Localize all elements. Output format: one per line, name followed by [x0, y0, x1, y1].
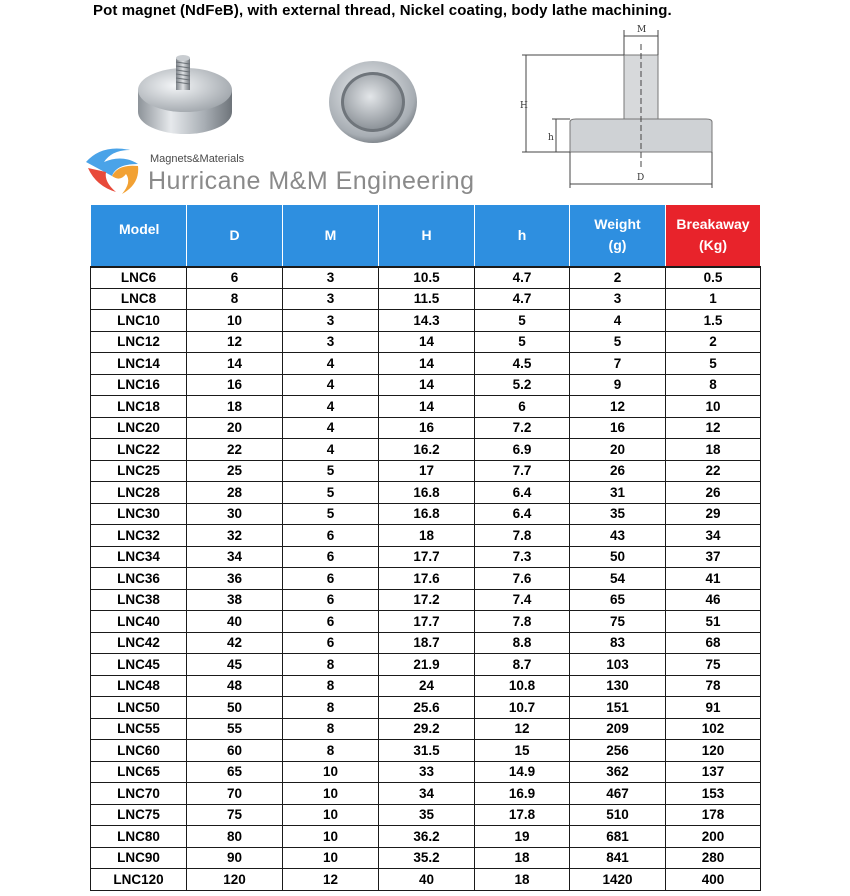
cell-breakaway: 91: [666, 697, 761, 719]
cell-m: 8: [283, 697, 379, 719]
cell-small-h: 7.6: [475, 568, 570, 590]
cell-small-h: 7.8: [475, 611, 570, 633]
cell-model: LNC22: [91, 439, 187, 461]
cell-d: 14: [187, 353, 283, 375]
cell-big-h: 17.7: [379, 611, 475, 633]
table-row: [91, 568, 761, 590]
cell-breakaway: 10: [666, 396, 761, 418]
cell-breakaway: 78: [666, 675, 761, 697]
cell-breakaway: 137: [666, 761, 761, 783]
cell-breakaway: 51: [666, 611, 761, 633]
cell-small-h: 7.8: [475, 525, 570, 547]
table-row: [91, 761, 761, 783]
cell-m: 6: [283, 611, 379, 633]
cell-breakaway: 280: [666, 847, 761, 869]
cell-small-h: 6: [475, 396, 570, 418]
header-breakaway-line1: Breakaway: [676, 216, 750, 233]
cell-model: LNC28: [91, 482, 187, 504]
cell-weight: 1420: [570, 869, 666, 891]
cell-small-h: 7.3: [475, 546, 570, 568]
table-row: [91, 267, 761, 289]
cell-m: 3: [283, 288, 379, 310]
cell-m: 6: [283, 525, 379, 547]
cell-small-h: 17.8: [475, 804, 570, 826]
cell-big-h: 31.5: [379, 740, 475, 762]
cell-big-h: 16.8: [379, 503, 475, 525]
cell-model: LNC30: [91, 503, 187, 525]
cell-small-h: 5: [475, 310, 570, 332]
cell-weight: 467: [570, 783, 666, 805]
table-row: [91, 718, 761, 740]
cell-big-h: 36.2: [379, 826, 475, 848]
cell-weight: 20: [570, 439, 666, 461]
cell-breakaway: 400: [666, 869, 761, 891]
cell-weight: 209: [570, 718, 666, 740]
cell-d: 25: [187, 460, 283, 482]
cell-breakaway: 5: [666, 353, 761, 375]
cell-weight: 362: [570, 761, 666, 783]
cell-model: LNC18: [91, 396, 187, 418]
cell-weight: 130: [570, 675, 666, 697]
cell-small-h: 4.5: [475, 353, 570, 375]
cell-m: 5: [283, 482, 379, 504]
cell-model: LNC34: [91, 546, 187, 568]
cell-small-h: 5: [475, 331, 570, 353]
cell-small-h: 10.7: [475, 697, 570, 719]
cell-small-h: 14.9: [475, 761, 570, 783]
cell-big-h: 14.3: [379, 310, 475, 332]
cell-d: 32: [187, 525, 283, 547]
cell-breakaway: 22: [666, 460, 761, 482]
cell-m: 10: [283, 826, 379, 848]
cell-weight: 75: [570, 611, 666, 633]
cell-big-h: 10.5: [379, 267, 475, 289]
cell-breakaway: 12: [666, 417, 761, 439]
cell-model: LNC16: [91, 374, 187, 396]
header-weight: [570, 205, 666, 267]
product-photo-front: [130, 50, 240, 142]
cell-weight: 83: [570, 632, 666, 654]
cell-weight: 65: [570, 589, 666, 611]
header-breakaway: [666, 205, 761, 267]
cell-d: 16: [187, 374, 283, 396]
cell-d: 22: [187, 439, 283, 461]
cell-breakaway: 178: [666, 804, 761, 826]
cell-m: 8: [283, 718, 379, 740]
diagram-label-big-h: H: [520, 101, 528, 111]
cell-big-h: 17: [379, 460, 475, 482]
cell-big-h: 24: [379, 675, 475, 697]
cell-model: LNC120: [91, 869, 187, 891]
cell-d: 12: [187, 331, 283, 353]
table-row: [91, 353, 761, 375]
table-row: [91, 611, 761, 633]
table-row: [91, 331, 761, 353]
cell-weight: 5: [570, 331, 666, 353]
cell-d: 6: [187, 267, 283, 289]
cell-d: 28: [187, 482, 283, 504]
cell-weight: 35: [570, 503, 666, 525]
cell-weight: 4: [570, 310, 666, 332]
cell-d: 48: [187, 675, 283, 697]
cell-big-h: 17.7: [379, 546, 475, 568]
cell-breakaway: 68: [666, 632, 761, 654]
cell-d: 20: [187, 417, 283, 439]
table-row: [91, 503, 761, 525]
cell-small-h: 18: [475, 869, 570, 891]
cell-d: 80: [187, 826, 283, 848]
cell-m: 10: [283, 761, 379, 783]
cell-small-h: 16.9: [475, 783, 570, 805]
header-d: D: [187, 205, 283, 267]
cell-m: 4: [283, 353, 379, 375]
cell-d: 42: [187, 632, 283, 654]
cell-small-h: 7.2: [475, 417, 570, 439]
cell-small-h: 8.8: [475, 632, 570, 654]
cell-d: 34: [187, 546, 283, 568]
cell-d: 8: [187, 288, 283, 310]
cell-weight: 12: [570, 396, 666, 418]
cell-model: LNC60: [91, 740, 187, 762]
dimension-diagram: [520, 22, 720, 192]
cell-big-h: 17.6: [379, 568, 475, 590]
cell-model: LNC48: [91, 675, 187, 697]
cell-small-h: 8.7: [475, 654, 570, 676]
cell-breakaway: 34: [666, 525, 761, 547]
cell-model: LNC6: [91, 267, 187, 289]
cell-model: LNC55: [91, 718, 187, 740]
cell-model: LNC8: [91, 288, 187, 310]
cell-big-h: 17.2: [379, 589, 475, 611]
cell-model: LNC20: [91, 417, 187, 439]
header-weight-line2: (g): [608, 237, 627, 254]
cell-m: 8: [283, 740, 379, 762]
header-model: Model: [91, 205, 187, 267]
cell-model: LNC45: [91, 654, 187, 676]
product-photo-back: [325, 58, 421, 150]
cell-d: 70: [187, 783, 283, 805]
table-row: [91, 847, 761, 869]
cell-weight: 151: [570, 697, 666, 719]
cell-weight: 3: [570, 288, 666, 310]
cell-small-h: 7.4: [475, 589, 570, 611]
diagram-label-d: D: [637, 173, 645, 183]
cell-m: 3: [283, 331, 379, 353]
cell-big-h: 16: [379, 417, 475, 439]
cell-m: 6: [283, 546, 379, 568]
cell-model: LNC70: [91, 783, 187, 805]
cell-breakaway: 1.5: [666, 310, 761, 332]
cell-small-h: 19: [475, 826, 570, 848]
cell-d: 75: [187, 804, 283, 826]
cell-m: 3: [283, 267, 379, 289]
cell-model: LNC32: [91, 525, 187, 547]
cell-model: LNC50: [91, 697, 187, 719]
cell-weight: 7: [570, 353, 666, 375]
cell-model: LNC90: [91, 847, 187, 869]
table-row: [91, 546, 761, 568]
cell-small-h: 5.2: [475, 374, 570, 396]
table-row: [91, 804, 761, 826]
cell-d: 10: [187, 310, 283, 332]
cell-small-h: 6.4: [475, 503, 570, 525]
cell-breakaway: 0.5: [666, 267, 761, 289]
cell-d: 40: [187, 611, 283, 633]
cell-big-h: 16.8: [379, 482, 475, 504]
cell-model: LNC38: [91, 589, 187, 611]
table-row: [91, 396, 761, 418]
table-row: [91, 869, 761, 891]
cell-d: 60: [187, 740, 283, 762]
table-row: [91, 589, 761, 611]
cell-big-h: 33: [379, 761, 475, 783]
cell-weight: 2: [570, 267, 666, 289]
cell-m: 12: [283, 869, 379, 891]
cell-weight: 31: [570, 482, 666, 504]
cell-d: 30: [187, 503, 283, 525]
cell-big-h: 16.2: [379, 439, 475, 461]
cell-d: 120: [187, 869, 283, 891]
cell-breakaway: 120: [666, 740, 761, 762]
cell-m: 10: [283, 847, 379, 869]
header-big-h: H: [379, 205, 475, 267]
table-row: [91, 460, 761, 482]
cell-model: LNC12: [91, 331, 187, 353]
table-row: [91, 374, 761, 396]
cell-m: 6: [283, 568, 379, 590]
table-row: [91, 826, 761, 848]
cell-big-h: 14: [379, 374, 475, 396]
cell-small-h: 7.7: [475, 460, 570, 482]
header-weight-line1: Weight: [594, 216, 641, 233]
cell-model: LNC42: [91, 632, 187, 654]
table-row: [91, 675, 761, 697]
header-small-h: h: [475, 205, 570, 267]
cell-model: LNC14: [91, 353, 187, 375]
cell-small-h: 4.7: [475, 288, 570, 310]
cell-m: 5: [283, 503, 379, 525]
cell-small-h: 4.7: [475, 267, 570, 289]
table-row: [91, 697, 761, 719]
cell-breakaway: 29: [666, 503, 761, 525]
cell-m: 4: [283, 439, 379, 461]
cell-breakaway: 102: [666, 718, 761, 740]
cell-m: 10: [283, 783, 379, 805]
cell-big-h: 18: [379, 525, 475, 547]
cell-small-h: 12: [475, 718, 570, 740]
cell-m: 5: [283, 460, 379, 482]
cell-big-h: 21.9: [379, 654, 475, 676]
cell-breakaway: 41: [666, 568, 761, 590]
cell-breakaway: 2: [666, 331, 761, 353]
cell-big-h: 11.5: [379, 288, 475, 310]
cell-d: 55: [187, 718, 283, 740]
cell-weight: 50: [570, 546, 666, 568]
table-row: [91, 310, 761, 332]
table-row: [91, 482, 761, 504]
cell-weight: 16: [570, 417, 666, 439]
cell-model: LNC75: [91, 804, 187, 826]
cell-big-h: 35.2: [379, 847, 475, 869]
table-header-row: [91, 205, 761, 267]
cell-model: LNC40: [91, 611, 187, 633]
table-row: [91, 417, 761, 439]
table-row: [91, 525, 761, 547]
cell-weight: 510: [570, 804, 666, 826]
cell-weight: 256: [570, 740, 666, 762]
cell-small-h: 6.4: [475, 482, 570, 504]
cell-m: 4: [283, 374, 379, 396]
cell-model: LNC65: [91, 761, 187, 783]
cell-m: 10: [283, 804, 379, 826]
cell-breakaway: 37: [666, 546, 761, 568]
cell-big-h: 34: [379, 783, 475, 805]
cell-d: 65: [187, 761, 283, 783]
cell-weight: 841: [570, 847, 666, 869]
cell-big-h: 18.7: [379, 632, 475, 654]
cell-breakaway: 200: [666, 826, 761, 848]
cell-m: 8: [283, 654, 379, 676]
cell-big-h: 35: [379, 804, 475, 826]
cell-big-h: 14: [379, 331, 475, 353]
cell-m: 4: [283, 396, 379, 418]
brand-tagline: Magnets&Materials: [150, 153, 245, 165]
spec-table: [90, 204, 761, 891]
table-row: [91, 654, 761, 676]
diagram-label-m: M: [637, 25, 647, 35]
cell-big-h: 14: [379, 396, 475, 418]
cell-big-h: 14: [379, 353, 475, 375]
cell-breakaway: 153: [666, 783, 761, 805]
header-breakaway-line2: (Kg): [699, 237, 727, 254]
cell-breakaway: 46: [666, 589, 761, 611]
cell-m: 6: [283, 589, 379, 611]
cell-breakaway: 75: [666, 654, 761, 676]
page-headline: Pot magnet (NdFeB), with external thread, Nickel coating, body lathe machining.: [93, 2, 672, 19]
cell-d: 90: [187, 847, 283, 869]
cell-model: LNC80: [91, 826, 187, 848]
cell-m: 4: [283, 417, 379, 439]
cell-d: 36: [187, 568, 283, 590]
cell-big-h: 40: [379, 869, 475, 891]
cell-big-h: 25.6: [379, 697, 475, 719]
cell-d: 45: [187, 654, 283, 676]
cell-m: 8: [283, 675, 379, 697]
cell-weight: 103: [570, 654, 666, 676]
cell-weight: 26: [570, 460, 666, 482]
brand-name: Hurricane M&M Engineering: [148, 167, 475, 195]
cell-weight: 681: [570, 826, 666, 848]
cell-big-h: 29.2: [379, 718, 475, 740]
brand-watermark: [82, 142, 512, 202]
cell-small-h: 18: [475, 847, 570, 869]
cell-breakaway: 18: [666, 439, 761, 461]
cell-m: 3: [283, 310, 379, 332]
table-row: [91, 288, 761, 310]
hurricane-swirl-logo-icon: [82, 142, 148, 202]
cell-small-h: 6.9: [475, 439, 570, 461]
cell-d: 18: [187, 396, 283, 418]
header-m: M: [283, 205, 379, 267]
cell-small-h: 15: [475, 740, 570, 762]
cell-breakaway: 1: [666, 288, 761, 310]
table-row: [91, 783, 761, 805]
cell-breakaway: 26: [666, 482, 761, 504]
cell-weight: 9: [570, 374, 666, 396]
cell-model: LNC25: [91, 460, 187, 482]
table-row: [91, 632, 761, 654]
table-row: [91, 740, 761, 762]
diagram-label-small-h: h: [548, 133, 554, 143]
cell-d: 38: [187, 589, 283, 611]
cell-model: LNC36: [91, 568, 187, 590]
cell-weight: 43: [570, 525, 666, 547]
cell-model: LNC10: [91, 310, 187, 332]
cell-d: 50: [187, 697, 283, 719]
cell-small-h: 10.8: [475, 675, 570, 697]
cell-m: 6: [283, 632, 379, 654]
cell-weight: 54: [570, 568, 666, 590]
cell-breakaway: 8: [666, 374, 761, 396]
table-row: [91, 439, 761, 461]
